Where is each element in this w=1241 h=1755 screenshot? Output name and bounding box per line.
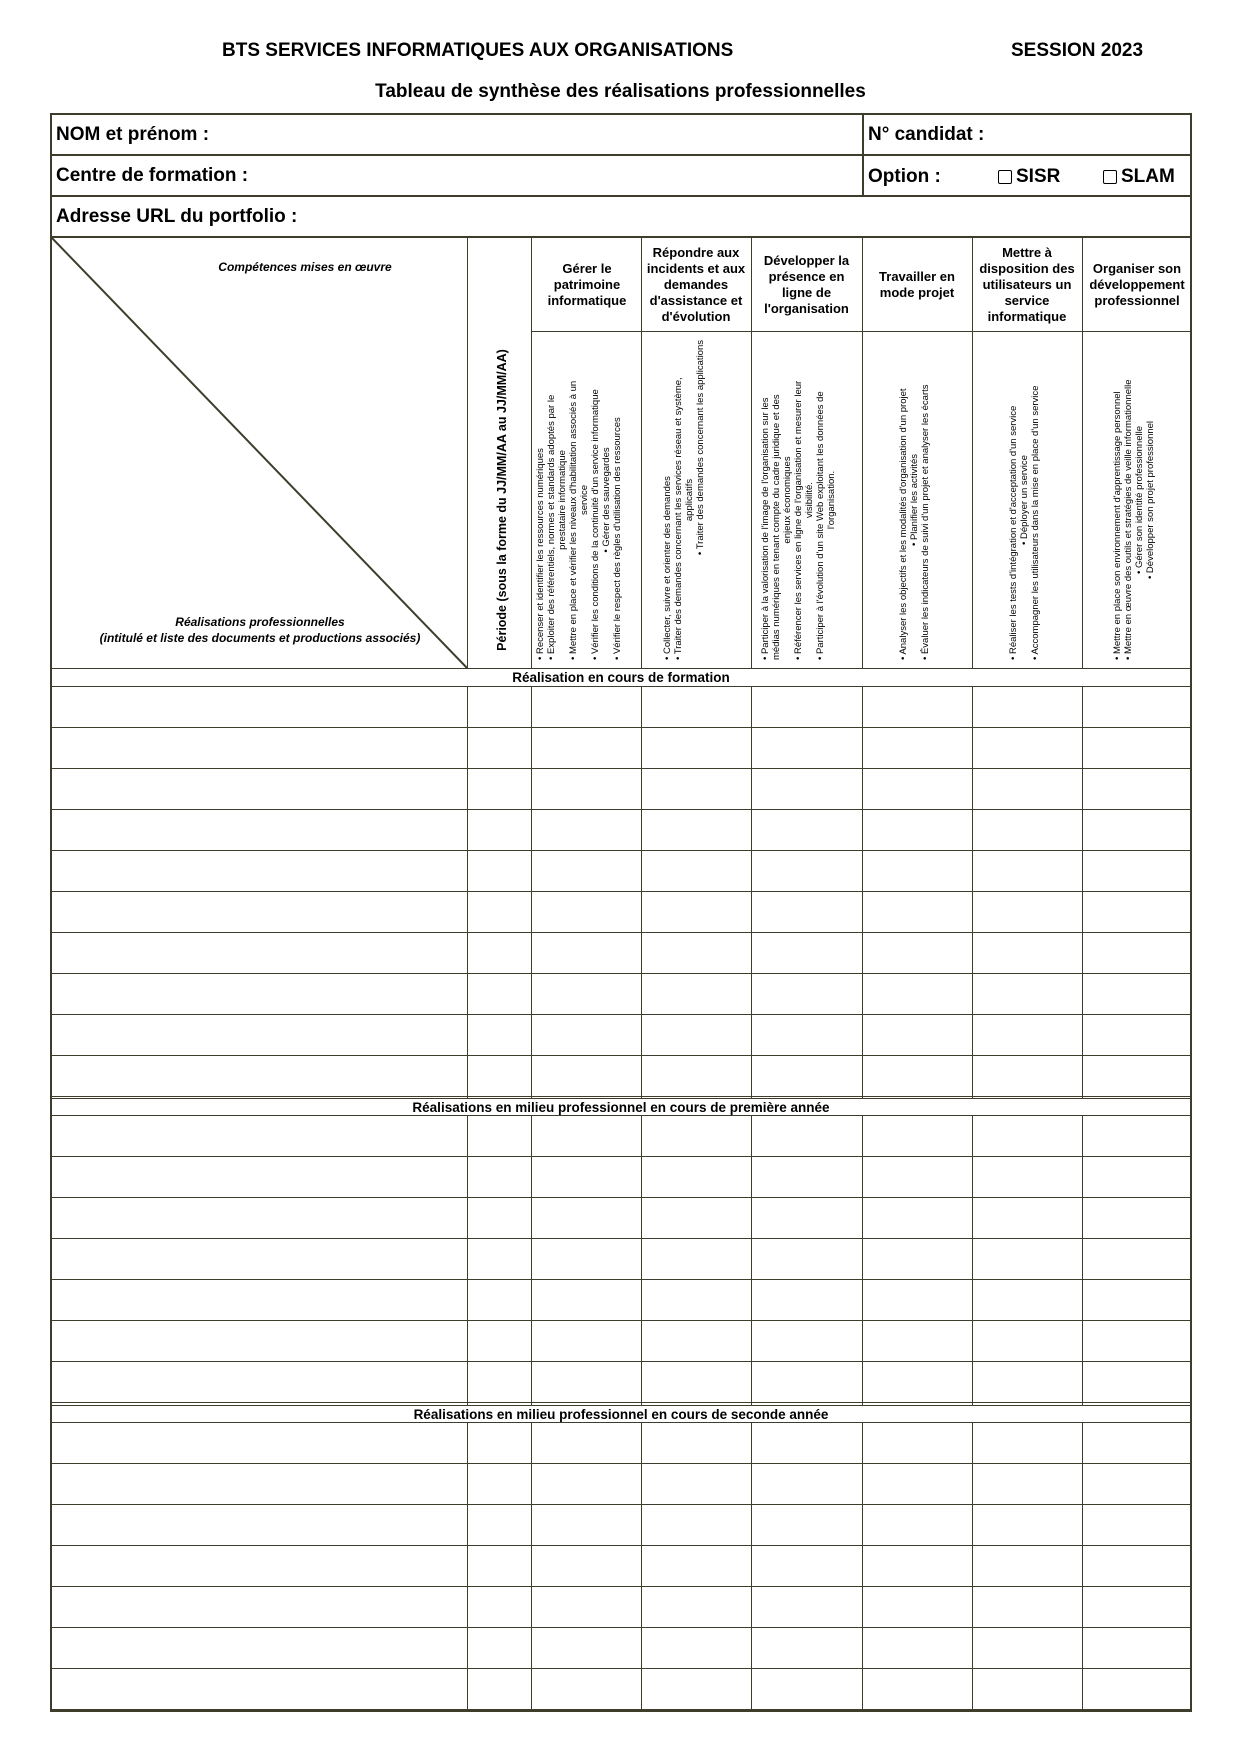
- table-row-line: [52, 809, 1190, 810]
- centre-label: Centre de formation :: [56, 165, 249, 186]
- option-label: Option :: [868, 166, 941, 187]
- table-row-line: [52, 686, 1190, 687]
- skill-item: • Développer son projet professionnel: [1145, 420, 1156, 580]
- realisations-label-line2: (intitulé et liste des documents et productions associés): [99, 631, 421, 645]
- section-header: Réalisation en cours de formation: [512, 670, 730, 685]
- competences-label: Compétences mises en œuvre: [218, 260, 392, 274]
- info-row-nom[interactable]: [52, 115, 1190, 156]
- skill-item: • Mettre en place et vérifier les niveaux d'habilitation associés à un: [568, 380, 579, 660]
- url-label: Adresse URL du portfolio :: [56, 206, 298, 227]
- skill-item: l'organisation.: [826, 470, 837, 530]
- table-row-line: [52, 1545, 1190, 1546]
- checkbox-icon: [1103, 170, 1117, 184]
- grid-line: [1082, 238, 1083, 1712]
- table-row-line: [52, 1156, 1190, 1157]
- skill-item: • Mettre en œuvre des outils et stratégies de veille informationnelle: [1123, 379, 1134, 660]
- skill-item: • Mettre en place son environnement d'apprentissage personnel: [1112, 391, 1123, 660]
- skill-item: • Collecter, suivre et orienter des demandes: [662, 476, 673, 660]
- competence-title: Gérer le patrimoine informatique: [547, 261, 627, 308]
- table-row-line: [52, 1668, 1190, 1669]
- table-row-line: [52, 768, 1190, 769]
- option-slam-label: SLAM: [1121, 166, 1175, 187]
- session-label: SESSION 2023: [1011, 40, 1144, 61]
- skill-item: applicatifs: [684, 478, 695, 522]
- skill-item: • Gérer son identité professionnelle: [1134, 425, 1145, 575]
- table-row-line: [52, 1361, 1190, 1362]
- table-row-line: [52, 1586, 1190, 1587]
- table-row-line: [52, 1055, 1190, 1056]
- info-row-url[interactable]: [52, 197, 1190, 238]
- grid-line: [531, 331, 1190, 332]
- section-header: Réalisations en milieu professionnel en cours de première année: [412, 1100, 830, 1115]
- skill-item: • Accompagner les utilisateurs dans la mise en place d'un service: [1030, 385, 1041, 660]
- nom-label: NOM et prénom :: [56, 124, 210, 145]
- competence-title: Développer la présence en ligne de l'organisation: [763, 253, 850, 316]
- skill-item: • Évaluer les indicateurs de suivi d'un projet et analyser les écarts: [920, 384, 931, 660]
- grid-line: [641, 238, 642, 1712]
- skill-item: visibilité.: [804, 482, 815, 518]
- skill-item: • Analyser les objectifs et les modalités d'organisation d'un projet: [898, 388, 909, 660]
- skill-item: • Participer à la valorisation de l'image de l'organisation sur les: [760, 397, 771, 660]
- skill-item: • Déployer un service: [1019, 455, 1030, 545]
- document-title: BTS SERVICES INFORMATIQUES AUX ORGANISATIONS: [222, 40, 734, 61]
- grid-line: [862, 238, 863, 1712]
- skill-item: • Traiter des demandes concernant les services réseau et système,: [673, 377, 684, 660]
- table-row-line: [52, 1238, 1190, 1239]
- realisations-label-line1: Réalisations professionnelles: [175, 615, 345, 629]
- table-row-line: [52, 727, 1190, 728]
- skill-item: • Vérifier les conditions de la continuité d'un service informatique: [590, 389, 601, 660]
- table-row-line: [52, 1627, 1190, 1628]
- skill-item: médias numériques en tenant compte du cadre juridique et des: [771, 394, 782, 660]
- realisations-label: [80, 614, 440, 646]
- table-row-line: [52, 932, 1190, 933]
- table-row-line: [52, 1320, 1190, 1321]
- skill-item: service: [579, 484, 590, 516]
- table-row-line: [52, 891, 1190, 892]
- grid-line: [751, 238, 752, 1712]
- skill-item: • Traiter des demandes concernant les applications: [695, 340, 706, 556]
- info-separator: [862, 115, 864, 197]
- skill-item: prestataire informatique: [557, 450, 568, 550]
- competence-title: Répondre aux incidents et aux demandes d'assistance et d'évolution: [646, 245, 746, 324]
- option-sisr-checkbox[interactable]: [998, 166, 1060, 188]
- skill-item: enjeux économiques: [782, 456, 793, 544]
- table-row-line: [52, 1279, 1190, 1280]
- competence-title: Mettre à disposition des utilisateurs un service informatique: [979, 245, 1075, 324]
- section-header: Réalisations en milieu professionnel en cours de seconde année: [413, 1407, 829, 1422]
- competence-title: Organiser son développement professionnel: [1089, 261, 1185, 308]
- table-row-line: [52, 1197, 1190, 1198]
- skill-item: • Réaliser les tests d'intégration et d'acceptation d'un service: [1008, 405, 1019, 660]
- document-subtitle: Tableau de synthèse des réalisations professionnelles: [375, 81, 866, 102]
- skill-item: • Participer à l'évolution d'un site Web exploitant les données de: [815, 391, 826, 660]
- table-row-line: [52, 1402, 1190, 1403]
- table-row-line: [52, 1504, 1190, 1505]
- skill-item: • Référencer les services en ligne de l'organisation et mesurer leur: [793, 380, 804, 660]
- table-row-line: [52, 850, 1190, 851]
- skill-item: • Gérer des sauvegardes: [601, 447, 612, 553]
- header-diagonal: [52, 238, 468, 668]
- candidat-label: N° candidat :: [868, 124, 985, 145]
- table-row-line: [52, 973, 1190, 974]
- option-slam-checkbox[interactable]: [1103, 166, 1175, 188]
- skill-item: • Exploiter des référentiels, normes et standards adoptés par le: [546, 394, 557, 660]
- competence-title: Travailler en mode projet: [879, 269, 955, 300]
- table-row-line: [52, 1709, 1190, 1710]
- table-row-line: [52, 1463, 1190, 1464]
- skill-item: • Recenser et identifier les ressources numériques: [535, 448, 546, 660]
- skill-item: • Vérifier le respect des règles d'utilisation des ressources: [612, 417, 623, 660]
- grid-line: [972, 238, 973, 1712]
- checkbox-icon: [998, 170, 1012, 184]
- period-header-text: Période (sous la forme du JJ/MM/AA au JJ/MM/AA): [495, 349, 509, 651]
- skill-item: • Planifier les activités: [909, 453, 920, 547]
- table-row-line: [52, 1096, 1190, 1097]
- grid-line: [531, 238, 532, 1712]
- table-row-line: [52, 1014, 1190, 1015]
- option-sisr-label: SISR: [1016, 166, 1061, 187]
